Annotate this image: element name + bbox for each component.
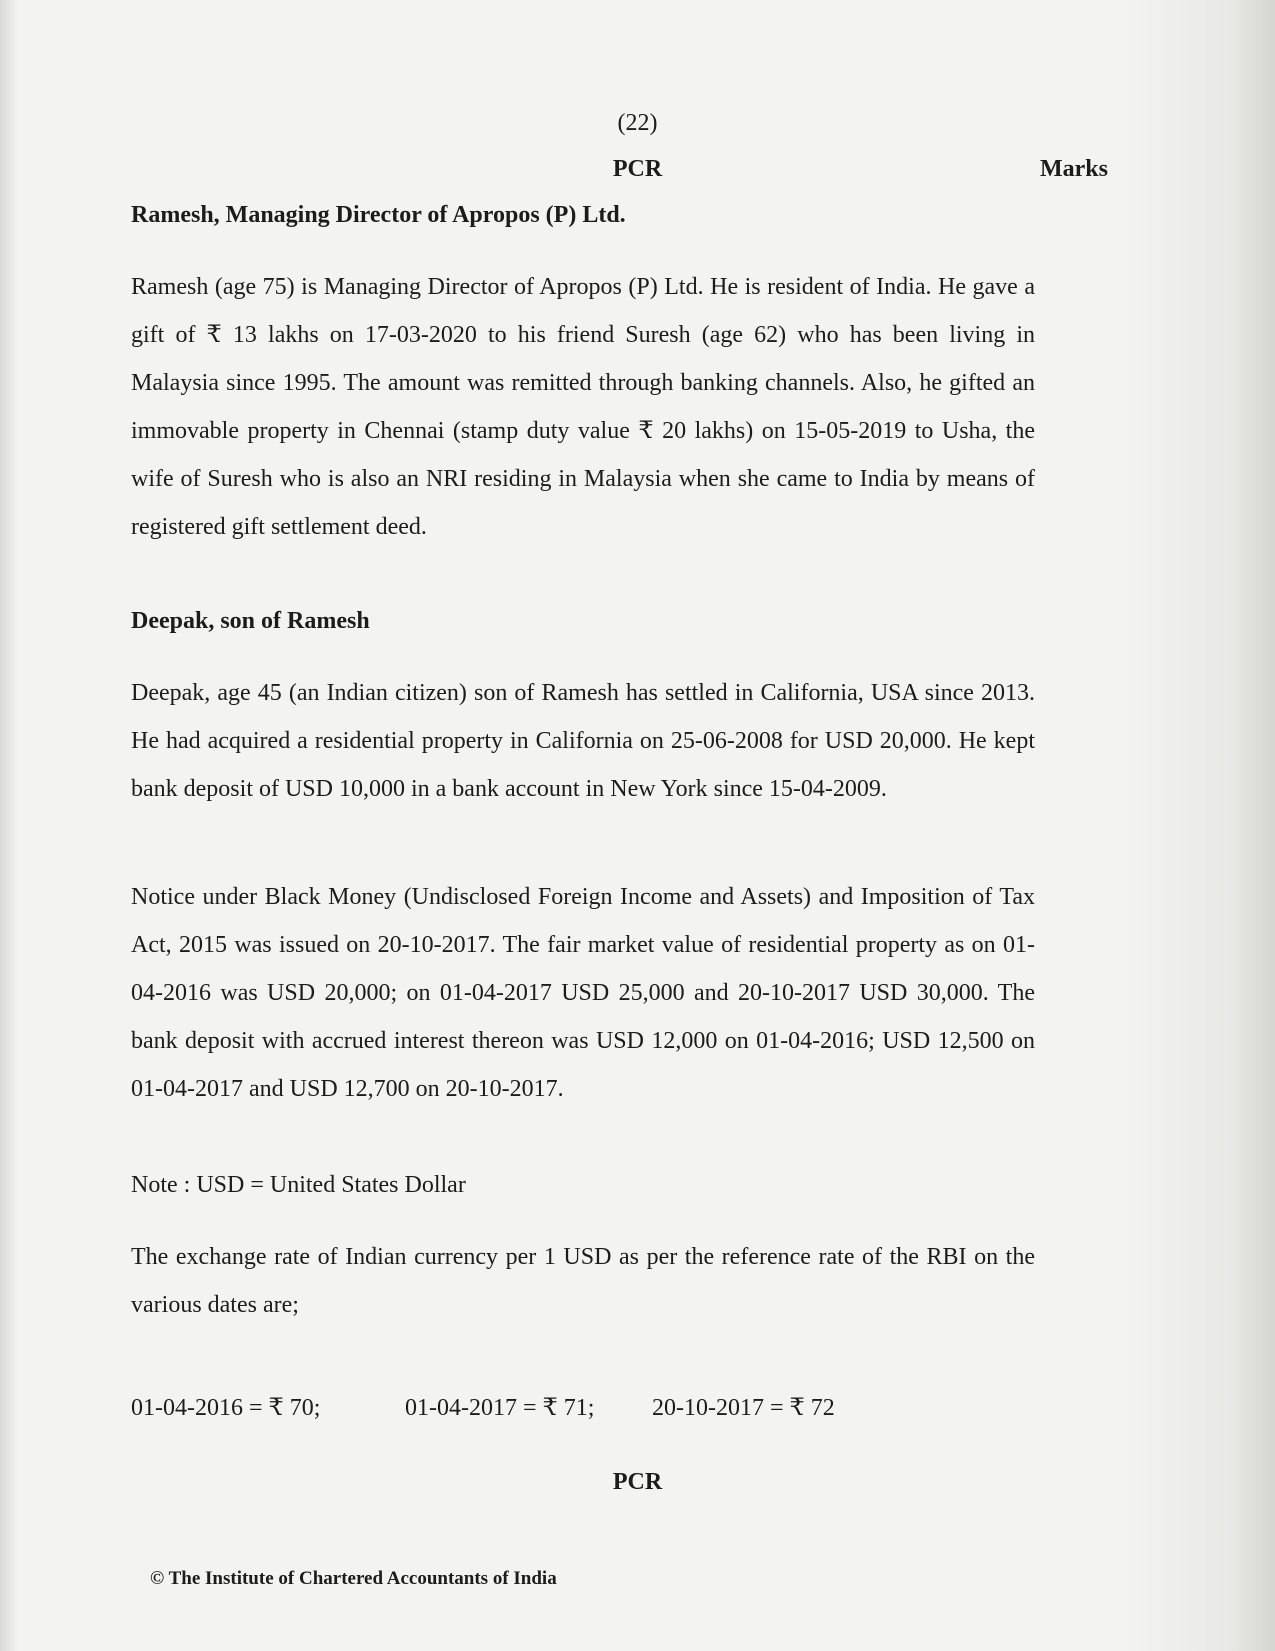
exchange-rate-item: 01-04-2017 = ₹ 71; — [405, 1395, 595, 1421]
copyright-notice: © The Institute of Chartered Accountants of India — [150, 1568, 557, 1589]
pcr-footer: PCR — [612, 1469, 663, 1495]
page-number: (22) — [617, 110, 658, 136]
paragraph-ramesh: Ramesh (age 75) is Managing Director of Apropos (P) Ltd. He is resident of India. He gave a gift of ₹ 13 lakhs on 17-03-2020 to his friend Suresh (age 62) who has been living in Malaysia since 1995. The amount was remitted through banking channels. Also, he gifted an immovable property in Chennai (stamp duty value ₹ 20 lakhs) on 15-05-2019 to Usha, the wife of Suresh who is also an NRI residing in Malaysia when she came to India by means of registered gift settlement deed. — [131, 274, 1035, 540]
pcr-header: PCR — [612, 156, 663, 182]
marks-label: Marks — [1040, 156, 1108, 182]
paragraph-notice: Notice under Black Money (Undisclosed Foreign Income and Assets) and Imposition of Tax Act, 2015 was issued on 20-10-2017. The fair market value of residential property as on 01-04-2016 was USD 20,000; on 01-04-2017 USD 25,000 and 20-10-2017 USD 30,000. The bank deposit with accrued interest thereon was USD 12,000 on 01-04-2016; USD 12,500 on 01-04-2017 and USD 12,700 on 20-10-2017. — [131, 884, 1035, 1102]
paragraph-exchange-rate: The exchange rate of Indian currency per 1 USD as per the reference rate of the RBI on the various dates are; — [131, 1244, 1035, 1318]
paragraph-deepak-assets: Deepak, age 45 (an Indian citizen) son of Ramesh has settled in California, USA since 2013. He had acquired a residential property in California on 25-06-2008 for USD 20,000. He kept bank deposit of USD 10,000 in a bank account in New York since 15-04-2009. — [131, 680, 1035, 802]
note-line: Note : USD = United States Dollar — [131, 1172, 466, 1198]
section-heading-deepak: Deepak, son of Ramesh — [131, 608, 370, 634]
paper-shadow-right — [1125, 0, 1275, 1651]
section-heading-ramesh: Ramesh, Managing Director of Apropos (P) Ltd. — [131, 202, 626, 228]
exchange-rate-item: 20-10-2017 = ₹ 72 — [652, 1395, 835, 1421]
paper-shadow-left — [0, 0, 18, 1651]
exchange-rate-item: 01-04-2016 = ₹ 70; — [131, 1395, 321, 1421]
